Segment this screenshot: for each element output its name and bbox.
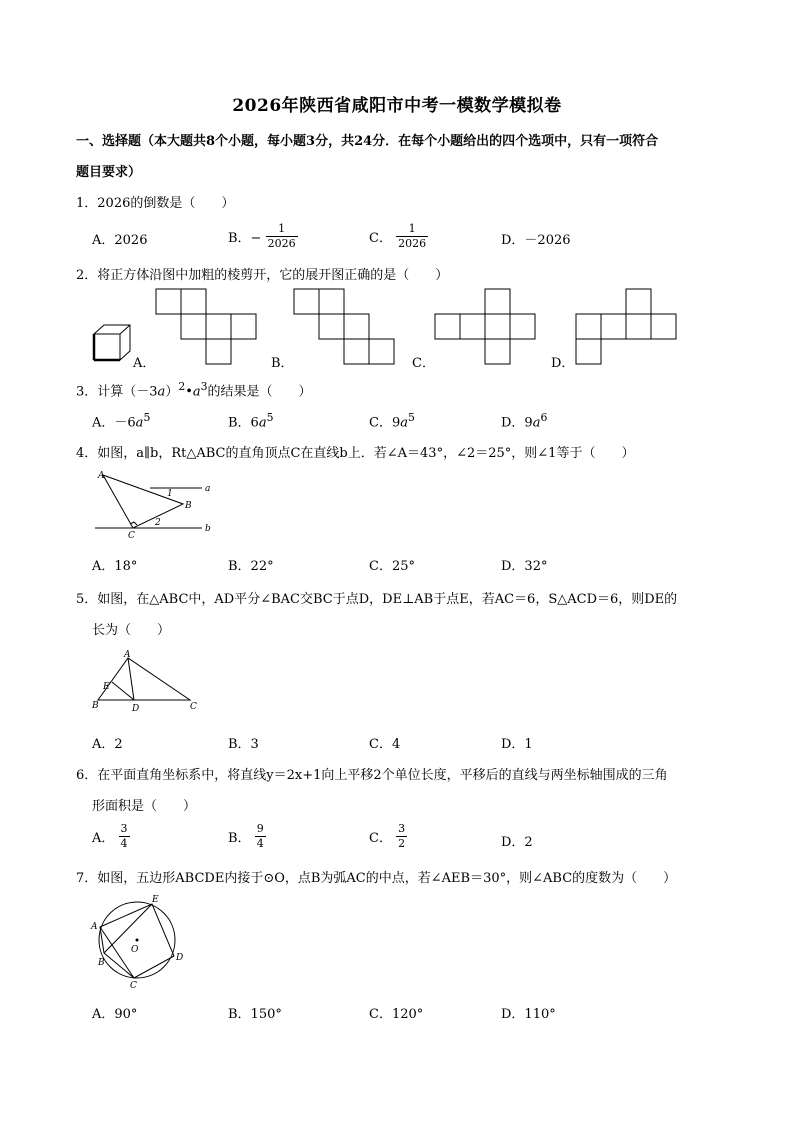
q2-stem: 2．将正方体沿图中加粗的棱剪开，它的展开图正确的是（ ） xyxy=(76,268,449,283)
q2-label-c: C． xyxy=(412,356,435,371)
q3-stem-part1: 3．计算（－3 xyxy=(76,384,158,400)
exam-title: 2026年陕西省咸阳市中考一模数学模拟卷 xyxy=(232,96,562,116)
q6-c-numerator: 3 xyxy=(398,822,406,835)
q3-option-c xyxy=(369,411,415,430)
q5-figure xyxy=(90,649,210,717)
q3-stem-var2: a xyxy=(192,384,201,400)
q1-option-b-prefix: B．− xyxy=(228,231,262,246)
q1-b-denominator: 2026 xyxy=(267,237,296,250)
q5-option-c: C．4 xyxy=(369,737,401,752)
q6-option-c xyxy=(369,822,407,851)
q1-option-c-prefix: C． xyxy=(369,231,392,246)
q5-bisector-AD xyxy=(128,658,134,700)
q1-options xyxy=(92,222,692,256)
q3-a-coef: A．－6 xyxy=(92,415,136,431)
q1-option-a: A．2026 xyxy=(92,233,148,248)
q6-stem-line2: 形面积是（ ） xyxy=(92,799,197,814)
q3-c-exp: 5 xyxy=(407,411,415,424)
q5-label-E: E xyxy=(103,682,110,692)
q7-option-b: B．150° xyxy=(228,1007,282,1022)
q6-b-prefix: B． xyxy=(228,831,251,846)
q4-label-1: 1 xyxy=(167,489,173,499)
q4-stem: 4．如图，a∥b，Rt△ABC的直角顶点C在直线b上．若∠A＝43°，∠2＝25°，则∠1等于（ ） xyxy=(76,446,635,461)
q2-label-d: D． xyxy=(551,356,575,371)
q2-label-a: A． xyxy=(133,356,156,371)
q3-option-d xyxy=(501,411,547,430)
q3-d-var: a xyxy=(532,415,541,431)
q1-option-c-fraction xyxy=(396,222,428,251)
q1-option-d: D．－2026 xyxy=(501,233,571,248)
q2-net-a xyxy=(155,288,261,368)
q3-stem-exp2: 3 xyxy=(200,380,208,393)
q6-c-prefix: C． xyxy=(369,831,392,846)
q6-a-prefix: A． xyxy=(92,831,115,846)
q1-option-b xyxy=(228,222,298,251)
q4-option-a: A．18° xyxy=(92,559,138,574)
q3-stem xyxy=(76,380,312,399)
q6-c-fraction xyxy=(396,822,407,851)
q5-stem-line2: 长为（ ） xyxy=(92,623,171,638)
q1-b-numerator: 1 xyxy=(266,222,298,237)
q3-d-coef: D．9 xyxy=(501,415,533,431)
q5-perp-DE xyxy=(112,682,134,700)
q3-c-coef: C．9 xyxy=(369,415,401,431)
q3-a-exp: 5 xyxy=(143,411,151,424)
q6-a-fraction xyxy=(119,822,130,851)
q1-c-numerator: 1 xyxy=(396,222,428,237)
q1-c-denominator: 2026 xyxy=(398,237,427,250)
q2-net-d xyxy=(575,288,681,368)
q4-option-d: D．32° xyxy=(501,559,548,574)
q6-b-numerator: 9 xyxy=(256,822,264,835)
q4-option-c: C．25° xyxy=(369,559,415,574)
q3-a-var: a xyxy=(135,415,144,431)
q4-figure xyxy=(90,466,215,542)
q2-cube-figure xyxy=(90,322,134,364)
q7-label-D: D xyxy=(176,953,184,963)
q5-label-A: A xyxy=(124,650,131,660)
q2-net-c xyxy=(434,288,540,368)
q2-net-b xyxy=(293,288,399,368)
q5-triangle xyxy=(98,658,190,700)
q5-stem-line1: 5．如图，在△ABC中，AD平分∠BAC交BC于点D，DE⊥AB于点E，若AC＝6，S△ACD＝6，则DE的 xyxy=(76,592,678,607)
q4-option-b: B．22° xyxy=(228,559,274,574)
q6-a-denominator: 4 xyxy=(120,837,128,850)
q4-label-B: B xyxy=(185,501,192,511)
q6-option-b xyxy=(228,822,266,851)
q1-stem: 1．2026的倒数是（ ） xyxy=(76,196,235,211)
section-heading-line1: 一、选择题（本大题共8个小题，每小题3分，共24分．在每个小题给出的四个选项中，只有一项符合 xyxy=(76,134,659,149)
q3-b-var: a xyxy=(258,415,267,431)
q4-label-C: C xyxy=(128,531,135,541)
q5-option-d: D．1 xyxy=(501,737,533,752)
q5-option-a: A．2 xyxy=(92,737,123,752)
q3-stem-var: a xyxy=(157,384,166,400)
q7-option-a: A．90° xyxy=(92,1007,138,1022)
q6-stem-line1: 6．在平面直角坐标系中，将直线y＝2x+1向上平移2个单位长度，平移后的直线与两坐标轴围成的三角 xyxy=(76,768,668,783)
q7-stem: 7．如图，五边形ABCDE内接于⊙O，点B为弧AC的中点，若∠AEB＝30°，则∠ABC的度数为（ ） xyxy=(76,871,677,886)
q7-figure xyxy=(90,893,190,989)
q7-option-d: D．110° xyxy=(501,1007,556,1022)
q3-stem-dot: • xyxy=(185,384,193,400)
q7-label-E: E xyxy=(152,895,159,905)
q3-stem-part3: 的结果是（ ） xyxy=(207,384,312,400)
q1-option-c xyxy=(369,222,428,251)
q7-segment-EB xyxy=(104,904,152,953)
q6-option-d: D．2 xyxy=(501,835,533,850)
q6-b-denominator: 4 xyxy=(256,837,264,850)
q4-label-a: a xyxy=(205,484,211,494)
q7-label-A: A xyxy=(91,922,98,932)
q7-label-O: O xyxy=(131,945,139,955)
q3-option-b xyxy=(228,411,273,430)
q5-label-B: B xyxy=(92,701,99,711)
q5-label-D: D xyxy=(132,704,140,714)
q3-stem-part2: ） xyxy=(165,384,179,400)
section-heading-line2: 题目要求） xyxy=(76,165,142,180)
q4-label-2: 2 xyxy=(155,518,161,528)
q6-option-a xyxy=(92,822,130,851)
q6-options xyxy=(92,822,692,856)
q6-a-numerator: 3 xyxy=(120,822,128,835)
q4-label-b: b xyxy=(205,524,211,534)
q6-c-denominator: 2 xyxy=(398,837,406,850)
q4-label-A: A xyxy=(98,471,105,481)
q4-triangle xyxy=(103,475,183,528)
q7-center-dot xyxy=(136,939,139,942)
q3-stem-exp: 2 xyxy=(178,380,186,393)
q2-label-b: B． xyxy=(271,356,294,371)
q3-b-coef: B．6 xyxy=(228,415,259,431)
q7-label-B: B xyxy=(98,958,105,968)
q3-d-exp: 6 xyxy=(540,411,548,424)
q6-b-fraction xyxy=(255,822,266,851)
q3-c-var: a xyxy=(400,415,408,431)
q7-option-c: C．120° xyxy=(369,1007,424,1022)
q5-option-b: B．3 xyxy=(228,737,259,752)
q5-label-C: C xyxy=(190,702,197,712)
q1-option-b-fraction xyxy=(266,222,298,251)
q3-b-exp: 5 xyxy=(266,411,274,424)
q3-option-a xyxy=(92,411,150,430)
q7-label-C: C xyxy=(130,981,137,989)
